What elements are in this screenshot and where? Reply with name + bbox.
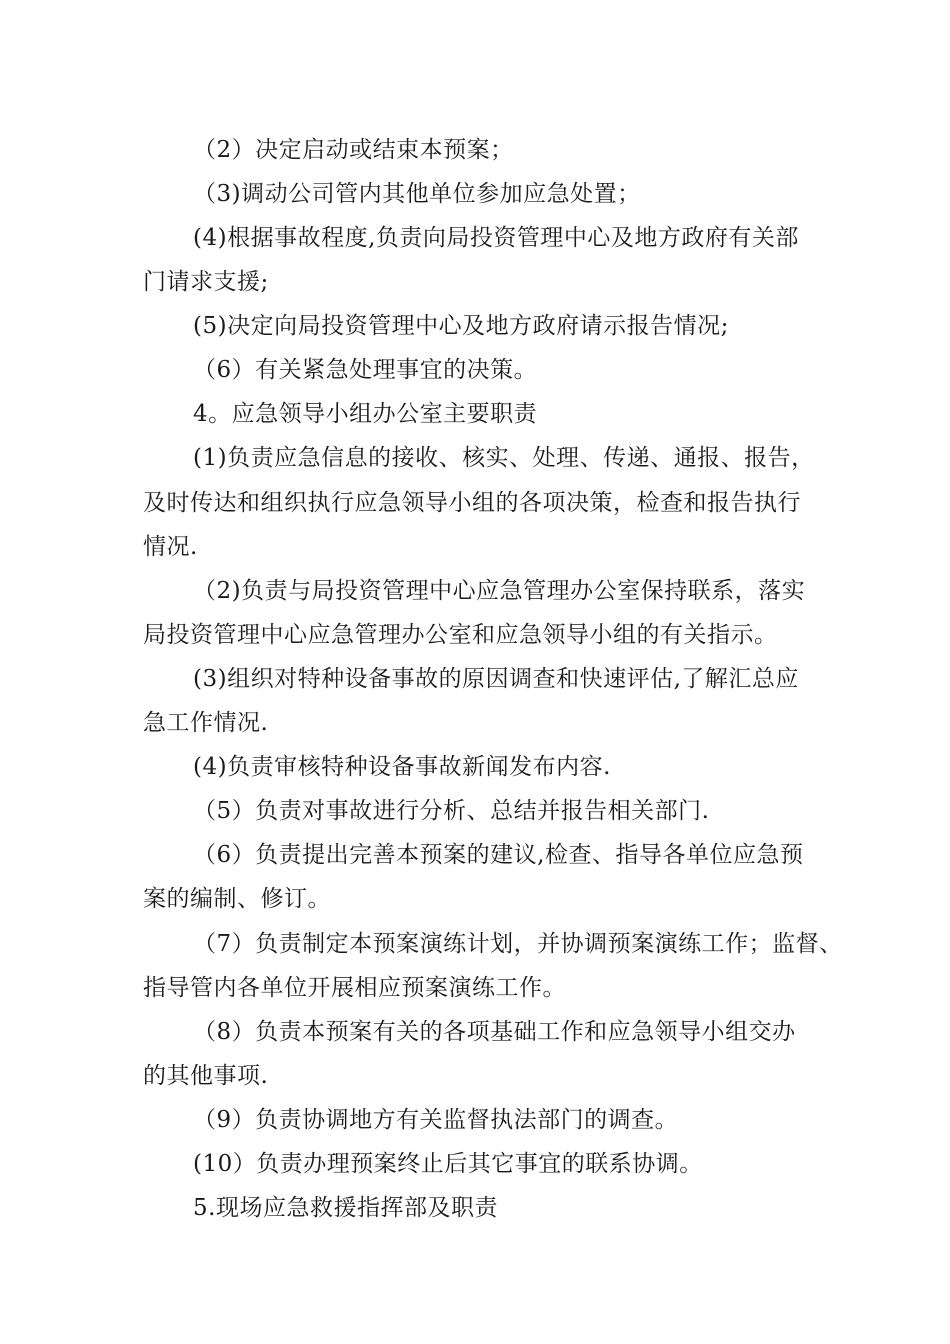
- text-line: (4)负责审核特种设备事故新闻发布内容.: [193, 754, 611, 780]
- text-line: （6）负责提出完善本预案的建议,检查、指导各单位应急预: [193, 842, 804, 868]
- text-line: (5)决定向局投资管理中心及地方政府请示报告情况;: [193, 313, 729, 339]
- text-line: 急工作情况.: [143, 710, 269, 736]
- text-line: 案的编制、修订。: [143, 886, 331, 912]
- text-line: 指导管内各单位开展相应预案演练工作。: [143, 975, 566, 1001]
- text-line: 情况.: [143, 534, 198, 560]
- text-line: (1)负责应急信息的接收、核实、处理、传递、通报、报告，: [193, 445, 815, 471]
- text-line: 及时传达和组织执行应急领导小组的各项决策，检查和报告执行: [143, 490, 801, 516]
- text-line: 局投资管理中心应急管理办公室和应急领导小组的有关指示。: [143, 622, 778, 648]
- text-line: (3)组织对特种设备事故的原因调查和快速评估,了解汇总应: [193, 666, 799, 692]
- text-line: （2）决定启动或结束本预案；: [193, 137, 514, 163]
- text-line: 的其他事项.: [143, 1063, 269, 1089]
- text-line: （7）负责制定本预案演练计划，并协调预案演练工作；监督、: [193, 931, 843, 957]
- text-line: （2)负责与局投资管理中心应急管理办公室保持联系，落实: [193, 578, 806, 604]
- section-heading: 4。应急领导小组办公室主要职责: [193, 401, 538, 427]
- text-line: （8）负责本预案有关的各项基础工作和应急领导小组交办: [193, 1019, 796, 1045]
- text-line: （5）负责对事故进行分析、总结并报告相关部门.: [193, 798, 710, 824]
- text-line: （6）有关紧急处理事宜的决策。: [193, 357, 538, 383]
- text-line: （3)调动公司管内其他单位参加应急处置；: [193, 181, 641, 207]
- text-line: （9）负责协调地方有关监督执法部门的调查。: [193, 1107, 679, 1133]
- section-heading: 5.现场应急救援指挥部及职责: [193, 1195, 498, 1221]
- text-line: (10）负责办理预案终止后其它事宜的联系协调。: [193, 1151, 703, 1177]
- text-line: (4)根据事故程度,负责向局投资管理中心及地方政府有关部: [193, 225, 799, 251]
- text-line: 门请求支援;: [143, 269, 269, 295]
